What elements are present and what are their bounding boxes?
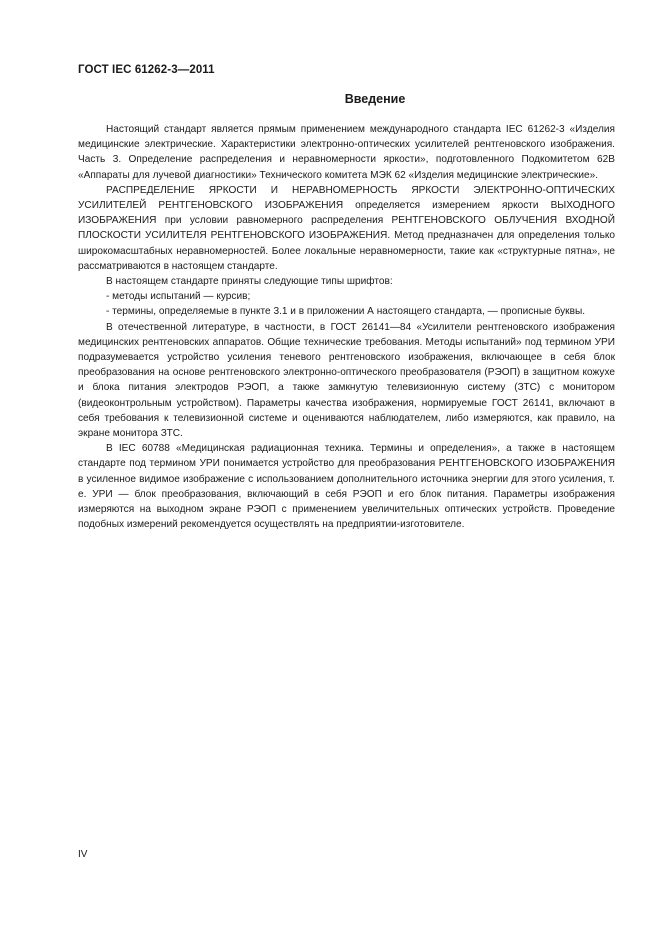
paragraph-iec: В IEC 60788 «Медицинская радиационная техника. Термины и определения», а также в настоящем стандарте под термином УРИ понимается устройство для преобразования РЕНТГЕНОВСКОГО ИЗОБРАЖЕНИЯ в усиленное видимое изображение с использованием дополнительного источника энергии для этого усиления, т. е. УРИ — блок преобразования, включающий в себя РЭОП и его блок питания. Параметры изображения измеряются на выходном экране РЭОП с применением увеличительных оптических устройств. Проведение подобных измерений рекомендуется осуществлять на предприятии-изготовителе. xyxy=(78,443,615,531)
section-title: Введение xyxy=(344,92,406,106)
document-header: ГОСТ IEC 61262-3—2011 xyxy=(78,64,215,76)
list-item-capitals: - термины, определяемые в пункте 3.1 и в приложении А настоящего стандарта, — прописные буквы. xyxy=(106,306,585,318)
page-number: IV xyxy=(78,849,88,860)
paragraph-fonts: В настоящем стандарте приняты следующие типы шрифтов: xyxy=(106,276,393,288)
document-body xyxy=(78,122,615,532)
paragraph-intro: Настоящий стандарт является прямым применением международного стандарта IEC 61262-3 «Изделия медицинские электрические. Характеристики электронно-оптических усилителей рентгеновского изображения. Часть 3. Определение распределения и неравномерности яркости», подготовленного Подкомитетом 62В «Аппараты для лучевой диагностики» Технического комитета МЭК 62 «Изделия медицинские электрические». xyxy=(78,124,615,181)
paragraph-brightness: РАСПРЕДЕЛЕНИЕ ЯРКОСТИ И НЕРАВНОМЕРНОСТЬ ЯРКОСТИ ЭЛЕКТРОННО-ОПТИЧЕСКИХ УСИЛИТЕЛЕЙ РЕНТГЕНОВСКОГО ИЗОБРАЖЕНИЯ определяется измерением яркости ВЫХОДНОГО ИЗОБРАЖЕНИЯ при условии равномерного распределения РЕНТГЕНОВСКОГО ОБЛУЧЕНИЯ ВХОДНОЙ ПЛОСКОСТИ УСИЛИТЕЛЯ РЕНТГЕНОВСКОГО ИЗОБРАЖЕНИЯ. Метод предназначен для определения только широкомасштабных неравномерностей. Более локальные неравномерности, такие как «структурные пятна», не рассматриваются в настоящем стандарте. xyxy=(78,184,615,272)
paragraph-gost: В отечественной литературе, в частности, в ГОСТ 26141—84 «Усилители рентгеновского изображения медицинских рентгеновских аппаратов. Общие технические требования. Методы испытаний» под термином УРИ подразумевается устройство усиления теневого рентгеновского изображения, включающее в себя блок преобразования на основе рентгеновского электронно-оптического преобразователя (РЭОП) в защитном кожухе и блока питания электродов РЭОП, а также замкнутую телевизионную систему (ЗТС) с монитором (видеоконтрольным устройством). Параметры качества изображения, нормируемые ГОСТ 26141, включают в себя требования к телевизионной системе и оцениваются наблюдателем, либо измеряются, как правило, на экране монитора ЗТС. xyxy=(78,321,615,440)
list-item-italic: - методы испытаний — курсив; xyxy=(106,291,251,303)
section-title-wrapper xyxy=(78,92,615,106)
